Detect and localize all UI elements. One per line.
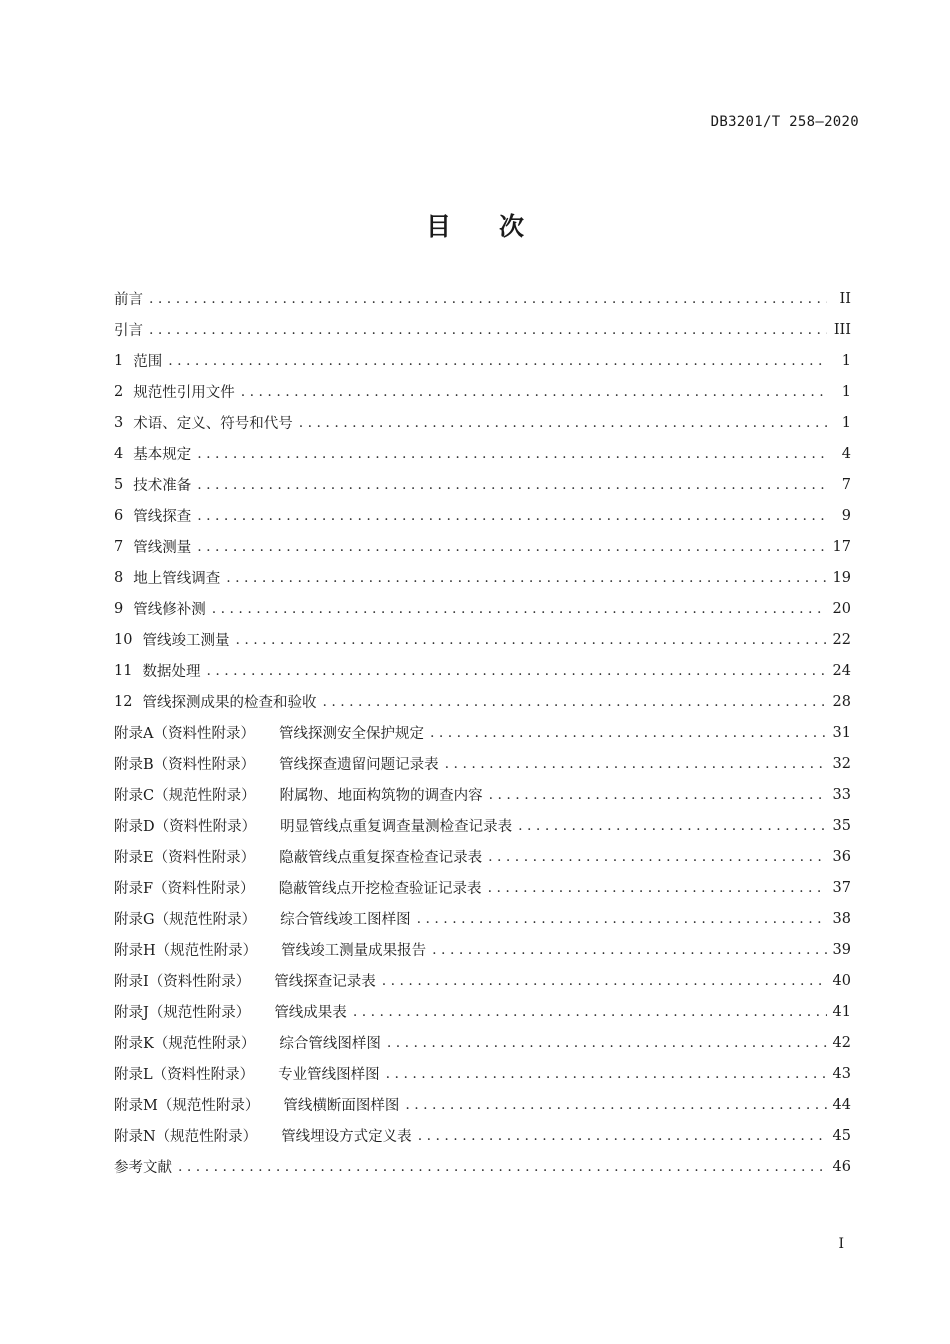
toc-entry-number: 附录F（资料性附录） [114, 881, 255, 897]
toc-entry-page: 40 [832, 972, 851, 989]
toc-entry-number: 附录B（资料性附录） [114, 757, 256, 773]
toc-entry-number: 附录I（资料性附录） [114, 974, 251, 990]
toc-entry-number: 附录G（规范性附录） [114, 912, 257, 928]
toc-entry[interactable] [114, 376, 851, 407]
toc-entry-page: 43 [832, 1065, 851, 1082]
toc-entry-title: 隐蔽管线点开挖检查验证记录表 [278, 881, 482, 897]
dot-leader [197, 508, 827, 524]
dot-leader [445, 756, 827, 772]
toc-entry-number: 8 [114, 569, 124, 586]
toc-entry-page: 46 [832, 1158, 851, 1175]
dot-leader [430, 725, 827, 741]
dot-leader [432, 942, 826, 958]
toc-entry-number: 11 [114, 662, 133, 679]
toc-entry-title: 明显管线点重复调查量测检查记录表 [280, 819, 513, 835]
toc-entry[interactable] [114, 283, 851, 314]
toc-entry[interactable] [114, 1027, 851, 1058]
toc-entry-title: 管线探查遗留问题记录表 [279, 757, 439, 773]
dot-leader [322, 694, 826, 710]
toc-entry-number: 9 [114, 600, 124, 617]
toc-entry-page: 22 [832, 631, 851, 648]
dot-leader [418, 1128, 827, 1144]
dot-leader [488, 880, 827, 896]
toc-entry-number: 1 [114, 352, 124, 369]
toc-entry-title: 参考文献 [114, 1160, 172, 1176]
toc-entry-title: 术语、定义、符号和代号 [133, 416, 293, 432]
toc-entry-title: 前言 [114, 292, 143, 308]
toc-entry[interactable] [114, 655, 851, 686]
dot-leader [168, 353, 827, 369]
toc-entry-number: 附录E（资料性附录） [114, 850, 256, 866]
toc-entry-page: 45 [832, 1127, 851, 1144]
toc-entry-page: 7 [841, 476, 851, 493]
dot-leader [387, 1035, 827, 1051]
toc-entry-number: 5 [114, 476, 124, 493]
toc-entry-number: 附录J（规范性附录） [114, 1005, 251, 1021]
toc-entry-page: 1 [841, 352, 851, 369]
toc-entry-title: 综合管线图样图 [279, 1036, 381, 1052]
toc-entry[interactable] [114, 934, 851, 965]
toc-entry-page: 31 [832, 724, 851, 741]
toc-entry-number: 4 [114, 445, 124, 462]
toc-entry-title: 技术准备 [133, 478, 192, 494]
dot-leader [226, 570, 826, 586]
toc-entry-title: 管线竣工测量 [142, 633, 230, 649]
dot-leader [353, 1004, 827, 1020]
toc-entry-number: 10 [114, 631, 133, 648]
dot-leader [241, 384, 827, 400]
dot-leader [206, 663, 826, 679]
toc-entry-title: 范围 [133, 354, 163, 370]
dot-leader [405, 1097, 826, 1113]
toc-entry[interactable] [114, 345, 851, 376]
dot-leader [489, 787, 827, 803]
toc-entry-page: 35 [832, 817, 851, 834]
toc-entry[interactable] [114, 779, 851, 810]
toc-entry-page: 24 [832, 662, 851, 679]
toc-entry-page: 19 [832, 569, 851, 586]
toc-entry-page: 9 [841, 507, 851, 524]
toc-entry-page: 36 [832, 848, 851, 865]
dot-leader [417, 911, 827, 927]
toc-entry-page: 28 [832, 693, 851, 710]
toc-entry-page: 17 [832, 538, 851, 555]
toc-entry-page: 37 [832, 879, 851, 896]
toc-entry-number: 附录L（资料性附录） [114, 1067, 255, 1083]
toc-entry[interactable] [114, 748, 851, 779]
dot-leader [382, 973, 827, 989]
toc-entry[interactable] [114, 996, 851, 1027]
toc-entry-number: 附录K（规范性附录） [114, 1036, 256, 1052]
toc-entry-title: 管线成果表 [274, 1005, 347, 1021]
toc-entry-title: 管线横断面图样图 [283, 1098, 400, 1114]
toc-entry-title: 隐蔽管线点重复探查检查记录表 [279, 850, 483, 866]
dot-leader [197, 477, 827, 493]
toc-entry-title: 专业管线图样图 [278, 1067, 380, 1083]
toc-entry-page: 44 [832, 1096, 851, 1113]
toc-entry[interactable] [114, 500, 851, 531]
dot-leader [149, 291, 827, 307]
table-of-contents [114, 283, 851, 1182]
toc-entry-title: 管线测量 [133, 540, 192, 556]
toc-entry[interactable] [114, 1151, 851, 1182]
dot-leader [212, 601, 827, 617]
toc-entry[interactable] [114, 1120, 851, 1151]
toc-entry-number: 附录C（规范性附录） [114, 788, 256, 804]
toc-entry-page: III [833, 321, 851, 338]
toc-entry-title: 管线探查 [133, 509, 192, 525]
toc-entry-page: 4 [841, 445, 851, 462]
toc-entry-title: 管线探测安全保护规定 [278, 726, 424, 742]
toc-entry-title: 基本规定 [133, 447, 192, 463]
toc-entry[interactable] [114, 841, 851, 872]
toc-entry-title: 数据处理 [142, 664, 201, 680]
toc-entry[interactable] [114, 407, 851, 438]
toc-entry-number: 7 [114, 538, 124, 555]
dot-leader [197, 539, 826, 555]
toc-entry-number: 附录N（规范性附录） [114, 1129, 258, 1145]
toc-entry-title: 综合管线竣工图样图 [280, 912, 411, 928]
toc-entry-title: 规范性引用文件 [133, 385, 235, 401]
toc-entry[interactable] [114, 1089, 851, 1120]
toc-entry[interactable] [114, 686, 851, 717]
toc-entry-page: 32 [832, 755, 851, 772]
toc-entry[interactable] [114, 562, 851, 593]
toc-entry-title: 管线竣工测量成果报告 [281, 943, 427, 959]
toc-entry[interactable] [114, 531, 851, 562]
dot-leader [149, 322, 827, 338]
toc-entry[interactable] [114, 593, 851, 624]
toc-entry-title: 管线修补测 [133, 602, 206, 618]
page-title [0, 207, 950, 243]
toc-entry[interactable] [114, 1058, 851, 1089]
toc-entry-page: 38 [832, 910, 851, 927]
dot-leader [386, 1066, 827, 1082]
toc-entry[interactable] [114, 717, 851, 748]
toc-entry[interactable] [114, 438, 851, 469]
toc-entry[interactable] [114, 872, 851, 903]
toc-entry-page: II [839, 290, 851, 307]
toc-entry-title: 管线探查记录表 [274, 974, 376, 990]
dot-leader [518, 818, 826, 834]
page-number: I [838, 1236, 844, 1252]
dot-leader [197, 446, 827, 462]
toc-entry[interactable] [114, 624, 851, 655]
toc-entry-title: 附属物、地面构筑物的调查内容 [279, 788, 483, 804]
title-char-2: 次 [499, 212, 525, 241]
toc-entry-number: 2 [114, 383, 124, 400]
toc-entry-title: 管线埋设方式定义表 [281, 1129, 412, 1145]
document-code: DB3201/T 258—2020 [710, 114, 859, 130]
toc-entry-page: 39 [832, 941, 851, 958]
dot-leader [488, 849, 826, 865]
toc-entry[interactable] [114, 314, 851, 345]
dot-leader [178, 1159, 827, 1175]
toc-entry-number: 附录A（资料性附录） [114, 726, 255, 742]
toc-entry-page: 41 [832, 1003, 851, 1020]
dot-leader [235, 632, 826, 648]
toc-entry-title: 地上管线调查 [133, 571, 221, 587]
toc-entry-title: 引言 [114, 323, 143, 339]
toc-entry-page: 20 [832, 600, 851, 617]
dot-leader [299, 415, 827, 431]
toc-entry-number: 6 [114, 507, 124, 524]
toc-entry-number: 附录D（资料性附录） [114, 819, 257, 835]
toc-entry[interactable] [114, 469, 851, 500]
toc-entry-number: 3 [114, 414, 124, 431]
toc-entry-title: 管线探测成果的检查和验收 [142, 695, 317, 711]
toc-entry[interactable] [114, 903, 851, 934]
toc-entry[interactable] [114, 965, 851, 996]
toc-entry-page: 1 [841, 414, 851, 431]
toc-entry-page: 1 [841, 383, 851, 400]
toc-entry-page: 42 [832, 1034, 851, 1051]
toc-entry[interactable] [114, 810, 851, 841]
toc-entry-number: 附录M（规范性附录） [114, 1098, 260, 1114]
title-char-1: 目 [425, 212, 451, 241]
toc-entry-number: 附录H（规范性附录） [114, 943, 258, 959]
toc-entry-number: 12 [114, 693, 133, 710]
toc-entry-page: 33 [832, 786, 851, 803]
